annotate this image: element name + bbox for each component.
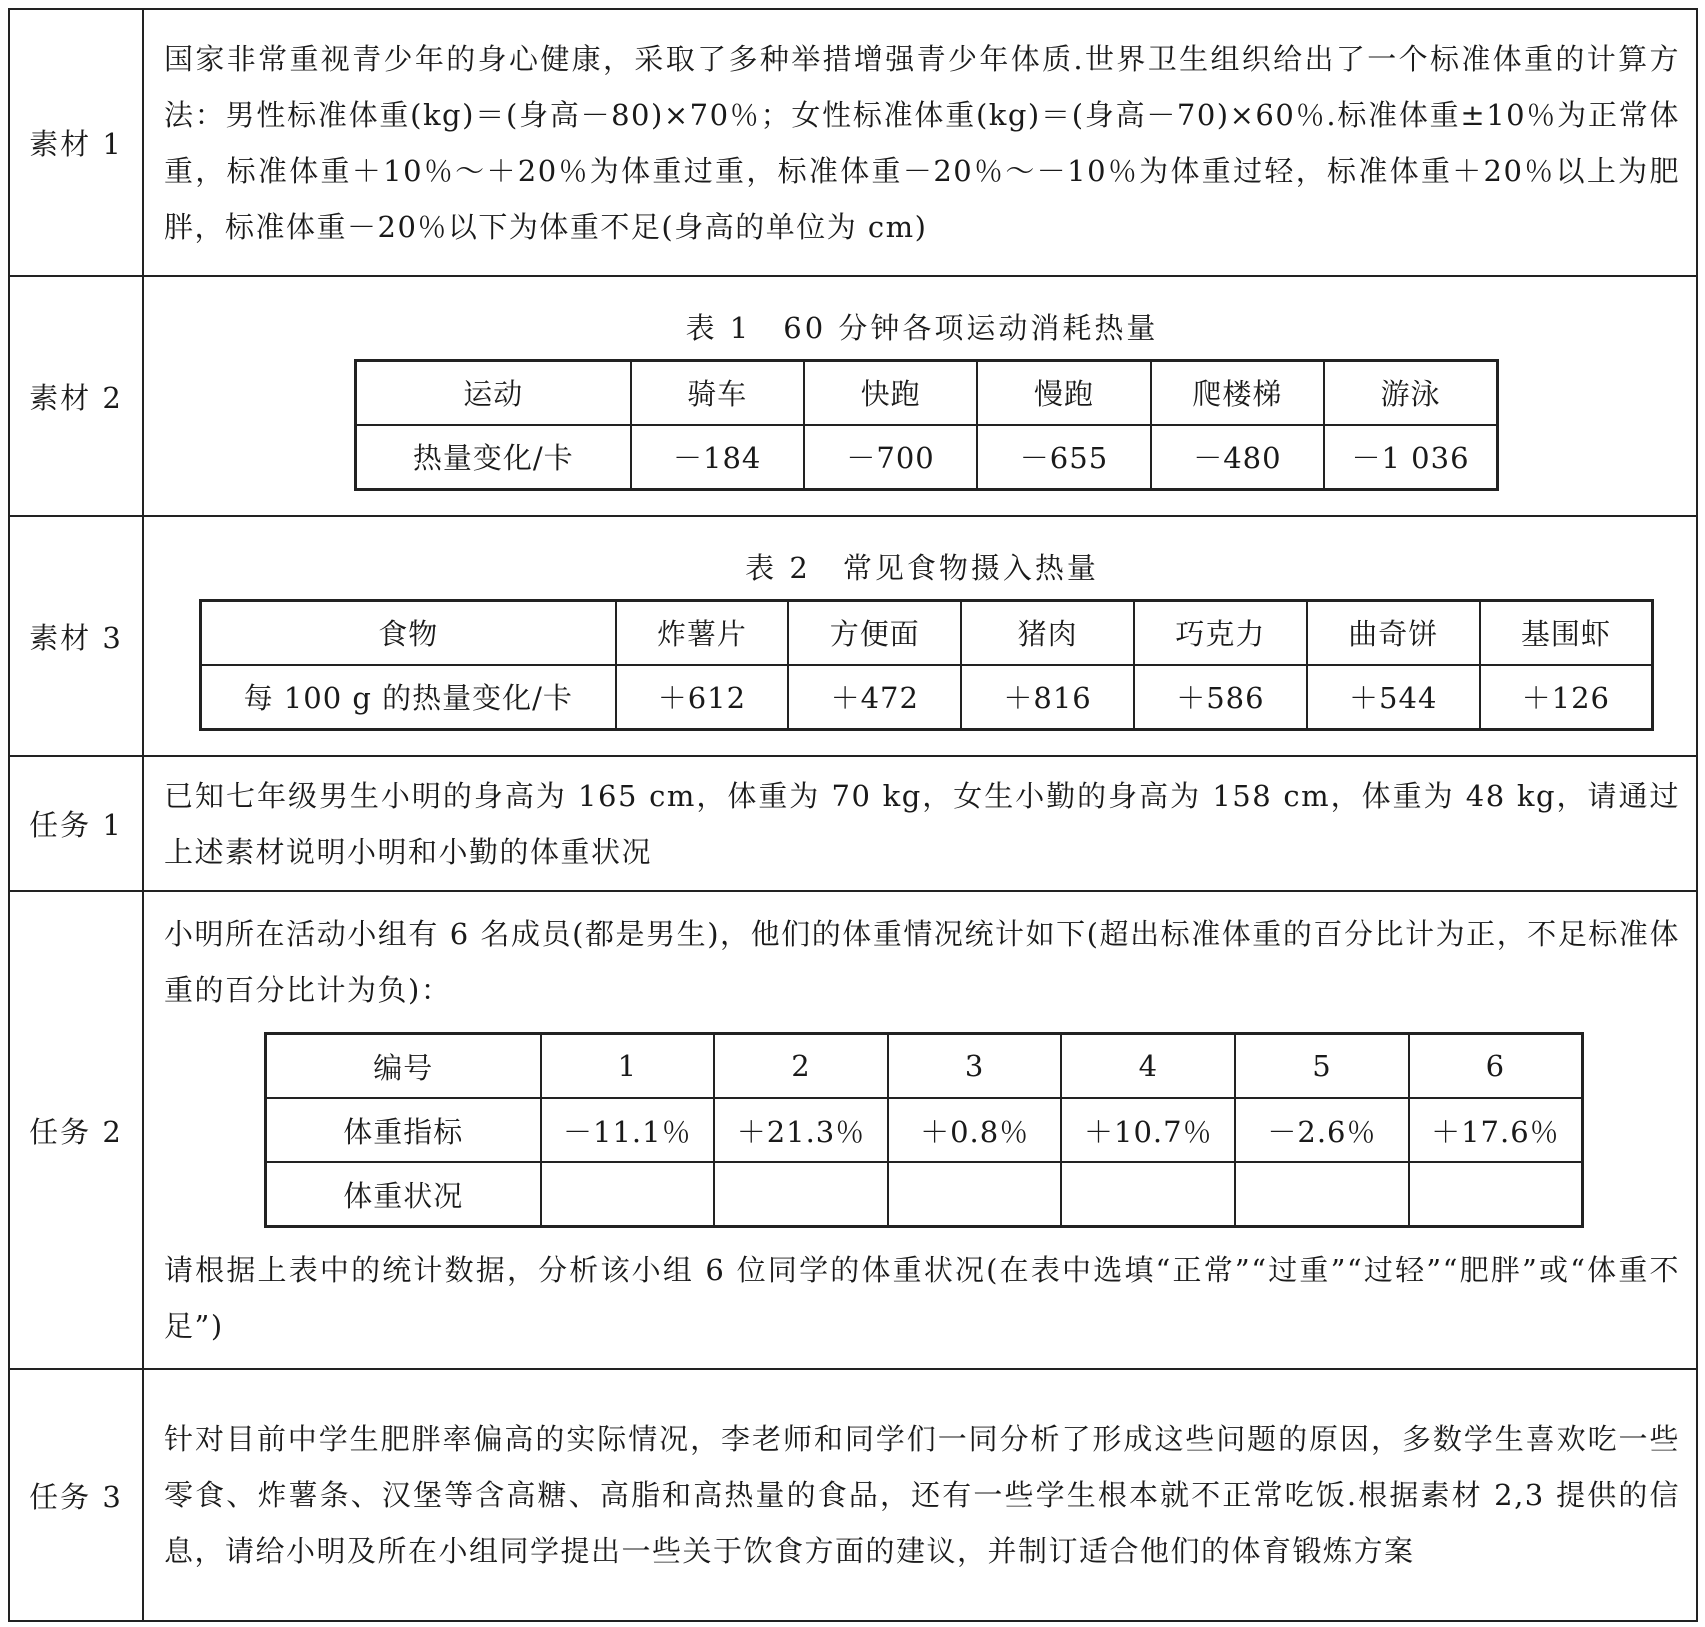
table-header-cell: 爬楼梯: [1151, 360, 1324, 425]
table-header-cell: 骑车: [631, 360, 804, 425]
answer-cell[interactable]: [1235, 1162, 1409, 1227]
task-2-outro: 请根据上表中的统计数据，分析该小组 6 位同学的体重状况(在表中选填“正常”“过重”“过轻”“肥胖”或“体重不足”): [164, 1253, 1680, 1343]
table-cell: ＋126: [1480, 665, 1653, 730]
table-header-cell: 5: [1235, 1034, 1409, 1099]
task-3-content: [143, 1369, 1697, 1621]
task-1-row: [9, 756, 1697, 891]
material-2-content: [143, 276, 1697, 516]
table-cell: －184: [631, 425, 804, 490]
table-cell: ＋17.6％: [1409, 1098, 1583, 1162]
table-cell: ＋544: [1307, 665, 1480, 730]
table-cell: －11.1％: [541, 1098, 715, 1162]
table-cell: －2.6％: [1235, 1098, 1409, 1162]
answer-cell[interactable]: [541, 1162, 715, 1227]
task-3-text: 针对目前中学生肥胖率偏高的实际情况，李老师和同学们一同分析了形成这些问题的原因，多数学生喜欢吃一些零食、炸薯条、汉堡等含高糖、高脂和高热量的食品，还有一些学生根本就不正常吃饭.根据素材 2,3 提供的信息，请给小明及所在小组同学提出一些关于饮食方面的建议，并制订适合他们的体育锻炼方案: [164, 1422, 1680, 1568]
table-header-cell: 4: [1061, 1034, 1235, 1099]
table-header-cell: 猪肉: [961, 600, 1134, 665]
table-header-cell: 运动: [356, 360, 631, 425]
table-cell: －655: [977, 425, 1150, 490]
material-1-content: [143, 9, 1697, 276]
answer-cell[interactable]: [1061, 1162, 1235, 1227]
table-header-cell: 慢跑: [977, 360, 1150, 425]
worksheet-table: [8, 8, 1698, 1622]
answer-cell[interactable]: [1409, 1162, 1583, 1227]
table-header-cell: 3: [888, 1034, 1062, 1099]
table-row: [201, 600, 1653, 665]
table-cell: 每 100 g 的热量变化/卡: [201, 665, 616, 730]
exercise-calorie-table: [354, 359, 1499, 491]
weight-index-table: [264, 1032, 1584, 1228]
table-cell: ＋0.8％: [888, 1098, 1062, 1162]
table-cell: ＋472: [788, 665, 961, 730]
table-cell: ＋21.3％: [714, 1098, 888, 1162]
table-header-cell: 曲奇饼: [1307, 600, 1480, 665]
row-label: 任务 1: [9, 756, 143, 891]
table-row: [266, 1098, 1583, 1162]
table-header-cell: 炸薯片: [616, 600, 789, 665]
table-cell: ＋816: [961, 665, 1134, 730]
task-2-content: [143, 891, 1697, 1369]
table-header-cell: 快跑: [804, 360, 977, 425]
table-header-cell: 方便面: [788, 600, 961, 665]
answer-cell[interactable]: [714, 1162, 888, 1227]
task-3-row: [9, 1369, 1697, 1621]
material-3-content: [143, 516, 1697, 756]
table-cell: 热量变化/卡: [356, 425, 631, 490]
table-1-caption: 表 1 60 分钟各项运动消耗热量: [685, 310, 1159, 345]
table-row: [266, 1034, 1583, 1099]
task-1-content: [143, 756, 1697, 891]
table-header-cell: 食物: [201, 600, 616, 665]
table-cell: －1 036: [1324, 425, 1497, 490]
table-cell: ＋612: [616, 665, 789, 730]
row-label: 素材 2: [9, 276, 143, 516]
table-cell: －700: [804, 425, 977, 490]
table-cell: ＋10.7％: [1061, 1098, 1235, 1162]
table-header-cell: 1: [541, 1034, 715, 1099]
table-header-cell: 巧克力: [1134, 600, 1307, 665]
table-2-caption: 表 2 常见食物摄入热量: [745, 550, 1099, 585]
row-label: 素材 3: [9, 516, 143, 756]
table-header-cell: 基围虾: [1480, 600, 1653, 665]
table-row: [201, 665, 1653, 730]
table-cell: 体重指标: [266, 1098, 541, 1162]
table-row: [266, 1162, 1583, 1227]
answer-cell[interactable]: [888, 1162, 1062, 1227]
table-header-cell: 2: [714, 1034, 888, 1099]
row-label: 任务 3: [9, 1369, 143, 1621]
table-header-cell: 游泳: [1324, 360, 1497, 425]
material-2-row: [9, 276, 1697, 516]
row-label: 任务 2: [9, 891, 143, 1369]
material-1-row: [9, 9, 1697, 276]
table-cell: －480: [1151, 425, 1324, 490]
row-label: 素材 1: [9, 9, 143, 276]
table-row: [356, 425, 1498, 490]
food-calorie-table: [199, 599, 1654, 731]
table-cell: ＋586: [1134, 665, 1307, 730]
material-3-row: [9, 516, 1697, 756]
task-2-row: [9, 891, 1697, 1369]
table-cell: 体重状况: [266, 1162, 541, 1227]
material-1-text: 国家非常重视青少年的身心健康，采取了多种举措增强青少年体质.世界卫生组织给出了一个标准体重的计算方法：男性标准体重(kg)＝(身高－80)×70％；女性标准体重(kg)＝(身高－70)×60％.标准体重±10％为正常体重，标准体重＋10％～＋20％为体重过重，标准体重－20％～－10％为体重过轻，标准体重＋20％以上为肥胖，标准体重－20％以下为体重不足(身高的单位为 cm): [164, 41, 1680, 244]
table-row: [356, 360, 1498, 425]
task-2-intro: 小明所在活动小组有 6 名成员(都是男生)，他们的体重情况统计如下(超出标准体重的百分比计为正，不足标准体重的百分比计为负)：: [164, 917, 1680, 1007]
task-1-text: 已知七年级男生小明的身高为 165 cm，体重为 70 kg，女生小勤的身高为 158 cm，体重为 48 kg，请通过上述素材说明小明和小勤的体重状况: [164, 778, 1680, 869]
table-header-cell: 编号: [266, 1034, 541, 1099]
table-header-cell: 6: [1409, 1034, 1583, 1099]
